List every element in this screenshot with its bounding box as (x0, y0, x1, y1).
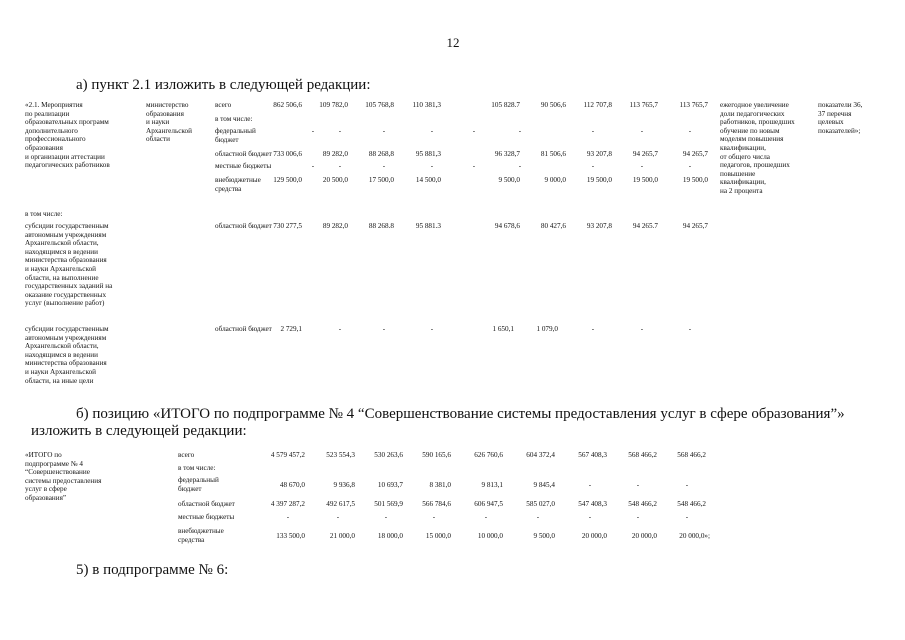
table-cell: 567 408,3 (578, 451, 607, 459)
table-cell: - (430, 162, 434, 170)
table-cell: 626 760,6 (474, 451, 503, 459)
table-cell: - (484, 513, 488, 521)
table-cell: 105 768,8 (365, 101, 394, 109)
table-cell: 20 500,0 (322, 176, 348, 184)
table-cell: - (286, 513, 290, 521)
table-cell: 96 328,7 (494, 150, 520, 158)
table-cell: 112 707,8 (583, 101, 612, 109)
table-cell: 1 650,1 (492, 325, 514, 333)
table-cell: - (472, 162, 476, 170)
t1-sub2-label: областной бюджет (215, 325, 272, 333)
table-cell: 93 207,8 (586, 150, 612, 158)
t1-row-label: внебюджетные средства (215, 176, 261, 193)
table-cell: 730 277,5 (273, 222, 302, 230)
table-cell: 590 165,6 (422, 451, 451, 459)
table-cell: 89 282,0 (322, 222, 348, 230)
t1-executor: министерство образования и науки Архангельской области (146, 101, 192, 144)
table-cell: 492 617,5 (326, 500, 355, 508)
t1-name: «2.1. Мероприятия по реализации образовательных программ дополнительного профессионального образования и организации аттестации педагогических работников (25, 101, 110, 170)
table-cell: 94 265,7 (682, 150, 708, 158)
table-cell: 20 000,0 (631, 532, 657, 540)
t1-in-that-number: в том числе: (25, 210, 63, 218)
table-cell: - (685, 481, 689, 489)
table-cell: 105 828.7 (491, 101, 520, 109)
table-cell: 568 466,2 (677, 451, 706, 459)
table-cell: 88 268.8 (368, 222, 394, 230)
t1-result: ежегодное увеличение доли педагогических работников, прошедших обучение по новым моделям повышения квалификации, от общего числа педагогов, прошедших повышение квалификации, на 2 процента (720, 101, 795, 195)
table-cell: - (472, 127, 476, 135)
table-cell: - (536, 513, 540, 521)
table-cell: - (636, 481, 640, 489)
table-cell: - (384, 513, 388, 521)
t1-sub1-name: субсидии государственным автономным учреждениям Архангельской области, находящимся в ведении министерства образования и науки Архангельской области, на выполнение государственных заданий на оказание государственных услуг (выполнение работ) (25, 222, 113, 308)
table-cell: 94 265,7 (682, 222, 708, 230)
t1-row-label: областной бюджет (215, 150, 272, 158)
table-cell: 547 408,3 (578, 500, 607, 508)
table-cell: 94 265.7 (632, 222, 658, 230)
table-cell: 9 500,0 (533, 532, 555, 540)
table-cell: 19 500,0 (632, 176, 658, 184)
t1-sub1-label: областной бюджет (215, 222, 272, 230)
table-cell: - (311, 127, 315, 135)
table-cell: 19 500,0 (586, 176, 612, 184)
table-cell: 548 466,2 (677, 500, 706, 508)
table-cell: - (518, 127, 522, 135)
t1-row-label: в том числе: (215, 115, 253, 123)
table-cell: 95 881.3 (415, 222, 441, 230)
table-cell: - (338, 162, 342, 170)
table-cell: - (640, 162, 644, 170)
table-cell: - (382, 325, 386, 333)
table-cell: 17 500,0 (368, 176, 394, 184)
table-cell: 20 000,0»; (679, 532, 710, 540)
table-cell: 585 027,0 (526, 500, 555, 508)
t1-row-label: федеральный бюджет (215, 127, 256, 144)
table-cell: - (382, 127, 386, 135)
table-cell: 1 079,0 (536, 325, 558, 333)
table-cell: 2 729,1 (280, 325, 302, 333)
table-cell: - (338, 127, 342, 135)
item-b-heading-cont: изложить в следующей редакции: (31, 423, 247, 439)
table-cell: 733 006,6 (273, 150, 302, 158)
table-cell: - (640, 127, 644, 135)
table-cell: 95 881,3 (415, 150, 441, 158)
table-cell: 606 947,5 (474, 500, 503, 508)
table-cell: 80 427,6 (540, 222, 566, 230)
table-cell: 19 500,0 (682, 176, 708, 184)
t2-row-label: в том числе: (178, 464, 216, 472)
table-cell: - (588, 481, 592, 489)
table-cell: 133 500,0 (276, 532, 305, 540)
table-cell: 94 265,7 (632, 150, 658, 158)
table-cell: 129 500,0 (273, 176, 302, 184)
table-cell: 48 670,0 (279, 481, 305, 489)
table-cell: 523 554,3 (326, 451, 355, 459)
table-cell: 4 397 287,2 (270, 500, 305, 508)
table-cell: 94 678,6 (494, 222, 520, 230)
table-cell: - (432, 513, 436, 521)
table-cell: 10 000,0 (477, 532, 503, 540)
table-cell: 4 579 457,2 (270, 451, 305, 459)
table-cell: - (336, 513, 340, 521)
t2-row-label: внебюджетные средства (178, 527, 224, 544)
table-cell: - (382, 162, 386, 170)
table-cell: 113 765,7 (679, 101, 708, 109)
table-cell: - (636, 513, 640, 521)
table-cell: - (591, 325, 595, 333)
item-5-heading: 5) в подпрограмме № 6: (76, 562, 229, 578)
table-cell: 10 693,7 (377, 481, 403, 489)
table-cell: 14 500,0 (415, 176, 441, 184)
t2-row-label: местные бюджеты (178, 513, 235, 521)
table-cell: 93 207,8 (586, 222, 612, 230)
table-cell: - (430, 325, 434, 333)
table-cell: 9 813,1 (481, 481, 503, 489)
table-cell: - (688, 325, 692, 333)
table-cell: - (518, 162, 522, 170)
table-cell: - (688, 162, 692, 170)
table-cell: 90 506,6 (540, 101, 566, 109)
item-a-heading: а) пункт 2.1 изложить в следующей редакции: (76, 77, 371, 93)
table-cell: 18 000,0 (377, 532, 403, 540)
table-cell: - (591, 127, 595, 135)
t2-row-label: федеральный бюджет (178, 476, 219, 493)
table-cell: 15 000,0 (425, 532, 451, 540)
table-cell: 20 000,0 (581, 532, 607, 540)
table-cell: - (640, 325, 644, 333)
table-cell: 604 372,4 (526, 451, 555, 459)
table-cell: - (685, 513, 689, 521)
table-cell: 862 506,6 (273, 101, 302, 109)
table-cell: 110 381,3 (412, 101, 441, 109)
table-cell: 9 936,8 (333, 481, 355, 489)
t2-name: «ИТОГО по подпрограмме № 4 “Совершенствование системы предоставления услуг в сфере образования” (25, 451, 102, 502)
t1-row-label: местные бюджеты (215, 162, 272, 170)
table-cell: 501 569,9 (374, 500, 403, 508)
table-cell: 566 784,6 (422, 500, 451, 508)
t2-row-label: всего (178, 451, 195, 459)
t1-indicators: показатели 36, 37 перечня целевых показателей»; (818, 101, 863, 135)
table-cell: 548 466,2 (628, 500, 657, 508)
table-cell: 9 500,0 (498, 176, 520, 184)
table-cell: - (338, 325, 342, 333)
table-cell: - (588, 513, 592, 521)
table-cell: 81 506,6 (540, 150, 566, 158)
table-cell: 530 263,6 (374, 451, 403, 459)
table-cell: 9 000,0 (544, 176, 566, 184)
table-cell: 88 268,8 (368, 150, 394, 158)
table-cell: - (591, 162, 595, 170)
page-number: 12 (446, 35, 460, 50)
table-cell: 568 466,2 (628, 451, 657, 459)
t1-row-label: всего (215, 101, 232, 109)
table-cell: 113 765,7 (629, 101, 658, 109)
table-cell: - (311, 162, 315, 170)
item-b-heading: б) позицию «ИТОГО по подпрограмме № 4 “Совершенствование системы предоставления услуг в сфере образования”» (76, 406, 845, 422)
table-cell: 9 845,4 (533, 481, 555, 489)
table-cell: - (430, 127, 434, 135)
t2-row-label: областной бюджет (178, 500, 235, 508)
table-cell: 109 782,0 (319, 101, 348, 109)
table-cell: 8 381,0 (429, 481, 451, 489)
t1-sub2-name: субсидии государственным автономным учреждениям Архангельской области, находящимся в ведении министерства образования и науки Архангельской области, на иные цели (25, 325, 109, 385)
table-cell: 21 000,0 (329, 532, 355, 540)
table-cell: - (688, 127, 692, 135)
table-cell: 89 282,0 (322, 150, 348, 158)
